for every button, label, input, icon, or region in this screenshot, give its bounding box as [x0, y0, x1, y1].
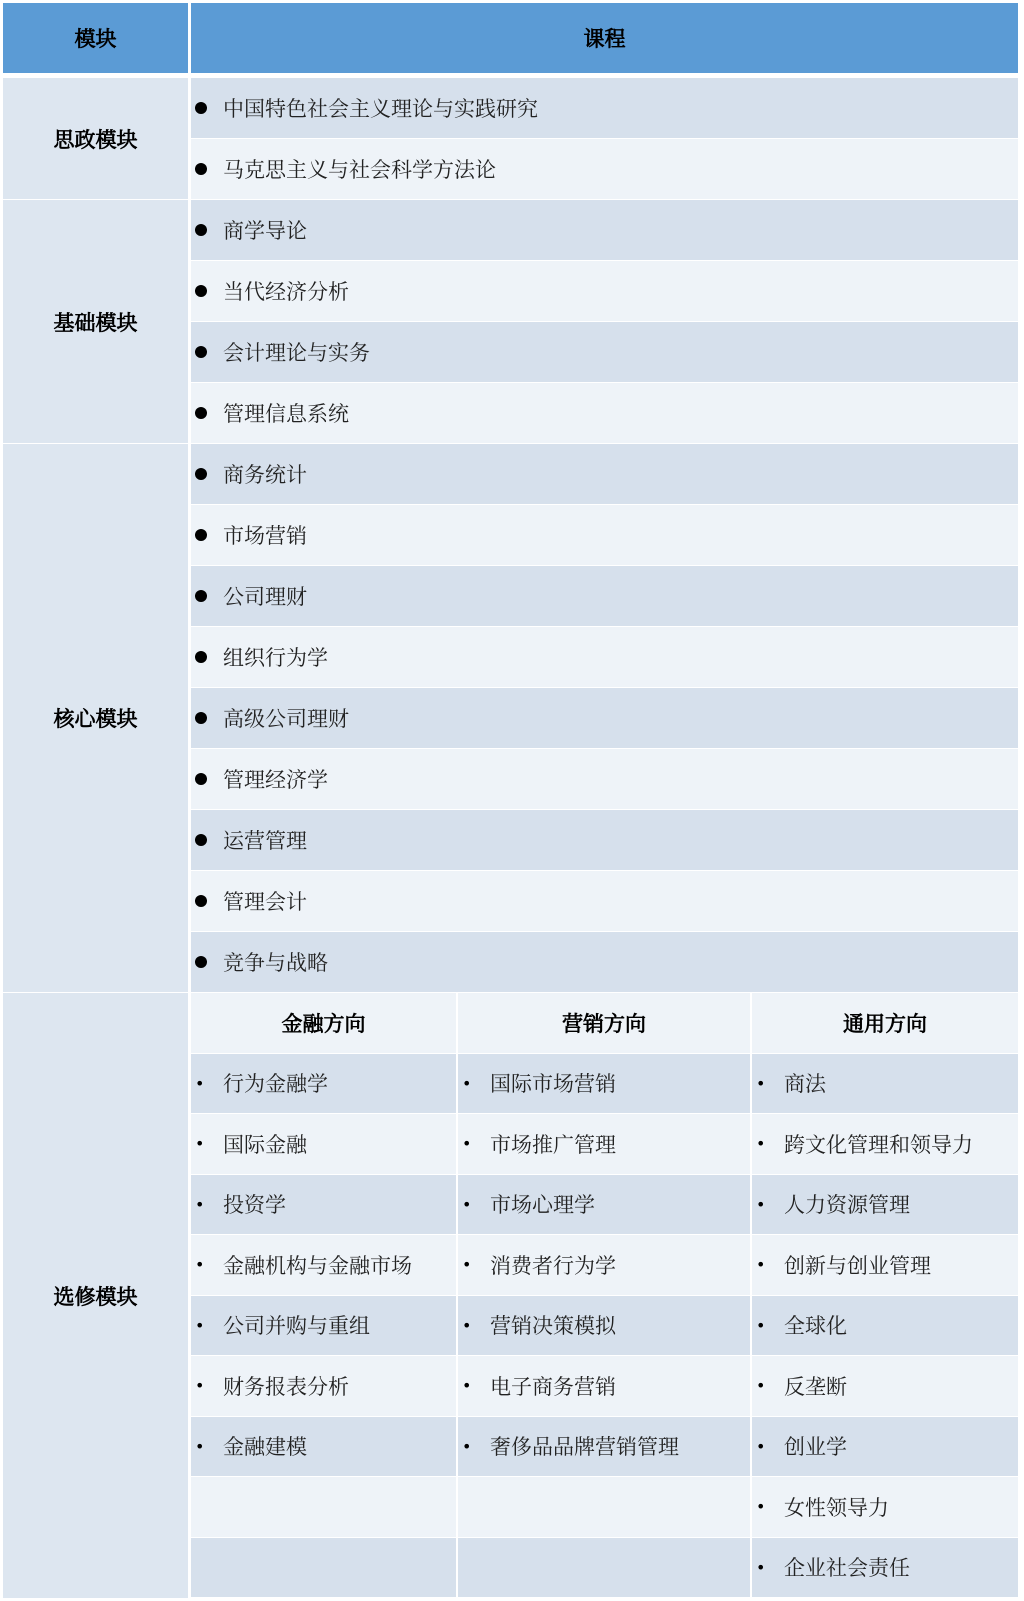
- bullet-icon: •: [756, 1376, 766, 1396]
- course-name: 管理经济学: [223, 768, 328, 792]
- course-name: 消费者行为学: [490, 1253, 616, 1278]
- elective-course-cell: [752, 1538, 1018, 1598]
- column-title-label: 通用方向: [843, 1011, 927, 1036]
- elective-course-cell: [752, 1235, 1018, 1295]
- course-name: 市场心理学: [490, 1193, 595, 1218]
- module-name: 核心模块: [53, 707, 138, 731]
- course-row: [191, 810, 1018, 870]
- course-name: 运营管理: [223, 829, 307, 853]
- bullet-icon: •: [462, 1194, 472, 1214]
- elective-course-cell: [752, 1477, 1018, 1537]
- bullet-icon: •: [195, 1073, 205, 1093]
- course-name: 全球化: [784, 1314, 847, 1339]
- elective-course-cell: [191, 1054, 456, 1114]
- elective-course-cell: [191, 1538, 456, 1598]
- bullet-icon: [195, 651, 207, 663]
- course-name: 组织行为学: [223, 646, 328, 670]
- module-name: 思政模块: [53, 127, 138, 152]
- course-name: 财务报表分析: [223, 1374, 349, 1399]
- elective-course-cell: [191, 1477, 456, 1537]
- course-name: 金融机构与金融市场: [223, 1253, 412, 1278]
- course-name: 奢侈品品牌营销管理: [490, 1435, 679, 1460]
- elective-course-cell: [752, 1296, 1018, 1356]
- bullet-icon: •: [462, 1255, 472, 1275]
- bullet-icon: •: [195, 1315, 205, 1335]
- module-name: 基础模块: [53, 310, 138, 335]
- header-module: [3, 3, 188, 73]
- course-name: 投资学: [223, 1193, 286, 1218]
- elective-course-cell: [191, 1296, 456, 1356]
- course-row: [191, 505, 1018, 565]
- course-row: [191, 566, 1018, 626]
- elective-course-cell: [458, 1175, 750, 1235]
- bullet-icon: •: [195, 1255, 205, 1275]
- course-name: 行为金融学: [223, 1072, 328, 1097]
- header-module-label: 模块: [74, 27, 117, 51]
- bullet-icon: [195, 407, 207, 419]
- course-name: 管理会计: [223, 890, 307, 914]
- bullet-icon: [195, 529, 207, 541]
- module-name-cell: [3, 993, 188, 1598]
- bullet-icon: [195, 346, 207, 358]
- elective-course-cell: [191, 1114, 456, 1174]
- course-name: 市场营销: [223, 524, 307, 548]
- bullet-icon: •: [462, 1073, 472, 1093]
- elective-course-cell: [458, 1114, 750, 1174]
- elective-course-cell: [752, 1417, 1018, 1477]
- elective-course-cell: [458, 1054, 750, 1114]
- course-name: 跨文化管理和领导力: [784, 1132, 973, 1157]
- course-name: 马克思主义与社会科学方法论: [223, 158, 496, 182]
- bullet-icon: [195, 590, 207, 602]
- bullet-icon: •: [756, 1315, 766, 1335]
- course-name: 公司并购与重组: [223, 1314, 370, 1339]
- bullet-icon: [195, 163, 207, 175]
- elective-course-cell: [191, 1417, 456, 1477]
- course-row: [191, 932, 1018, 992]
- bullet-icon: [195, 956, 207, 968]
- course-name: 市场推广管理: [490, 1132, 616, 1157]
- bullet-icon: •: [195, 1436, 205, 1456]
- course-name: 商法: [784, 1072, 826, 1097]
- course-row: [191, 200, 1018, 260]
- elective-course-cell: [458, 1417, 750, 1477]
- bullet-icon: [195, 102, 207, 114]
- course-name: 高级公司理财: [223, 707, 349, 731]
- module-name: 选修模块: [53, 1284, 138, 1309]
- bullet-icon: •: [462, 1436, 472, 1456]
- bullet-icon: [195, 773, 207, 785]
- course-name: 创新与创业管理: [784, 1253, 931, 1278]
- course-row: [191, 261, 1018, 321]
- elective-course-cell: [191, 1356, 456, 1416]
- bullet-icon: •: [756, 1497, 766, 1517]
- elective-course-cell: [458, 1356, 750, 1416]
- course-row: [191, 871, 1018, 931]
- course-row: [191, 627, 1018, 687]
- elective-course-cell: [752, 1356, 1018, 1416]
- course-name: 公司理财: [223, 585, 307, 609]
- elective-course-cell: [191, 1235, 456, 1295]
- bullet-icon: •: [195, 1134, 205, 1154]
- course-name: 中国特色社会主义理论与实践研究: [223, 97, 538, 121]
- bullet-icon: •: [756, 1134, 766, 1154]
- module-name-cell: [3, 200, 188, 443]
- course-row: [191, 383, 1018, 443]
- module-name-cell: [3, 444, 188, 992]
- course-name: 企业社会责任: [784, 1556, 910, 1581]
- elective-column-title: [458, 993, 750, 1053]
- course-row: [191, 78, 1018, 138]
- course-row: [191, 322, 1018, 382]
- elective-course-cell: [752, 1114, 1018, 1174]
- course-name: 人力资源管理: [784, 1193, 910, 1218]
- bullet-icon: •: [195, 1376, 205, 1396]
- header-course-label: 课程: [583, 27, 626, 51]
- course-name: 竞争与战略: [223, 951, 328, 975]
- elective-course-cell: [458, 1235, 750, 1295]
- bullet-icon: •: [195, 1194, 205, 1214]
- bullet-icon: •: [756, 1255, 766, 1275]
- bullet-icon: •: [462, 1315, 472, 1335]
- course-row: [191, 749, 1018, 809]
- bullet-icon: [195, 285, 207, 297]
- elective-column-title: [752, 993, 1018, 1053]
- course-name: 商学导论: [223, 219, 307, 243]
- module-name-cell: [3, 78, 188, 199]
- course-row: [191, 444, 1018, 504]
- elective-column-title: [191, 993, 456, 1053]
- bullet-icon: [195, 895, 207, 907]
- course-name: 会计理论与实务: [223, 341, 370, 365]
- course-name: 营销决策模拟: [490, 1314, 616, 1339]
- bullet-icon: [195, 468, 207, 480]
- bullet-icon: •: [756, 1073, 766, 1093]
- bullet-icon: •: [462, 1376, 472, 1396]
- bullet-icon: •: [462, 1134, 472, 1154]
- course-name: 当代经济分析: [223, 280, 349, 304]
- course-name: 金融建模: [223, 1435, 307, 1460]
- course-row: [191, 139, 1018, 199]
- elective-course-cell: [191, 1175, 456, 1235]
- bullet-icon: [195, 712, 207, 724]
- header-course: [191, 3, 1018, 73]
- bullet-icon: [195, 224, 207, 236]
- course-name: 创业学: [784, 1435, 847, 1460]
- course-name: 管理信息系统: [223, 402, 349, 426]
- course-name: 反垄断: [784, 1374, 847, 1399]
- bullet-icon: [195, 834, 207, 846]
- column-title-label: 营销方向: [562, 1011, 646, 1036]
- elective-course-cell: [458, 1296, 750, 1356]
- elective-course-cell: [458, 1477, 750, 1537]
- course-name: 国际市场营销: [490, 1072, 616, 1097]
- course-name: 女性领导力: [784, 1495, 889, 1520]
- course-name: 电子商务营销: [490, 1374, 616, 1399]
- elective-course-cell: [458, 1538, 750, 1598]
- bullet-icon: •: [756, 1557, 766, 1577]
- course-name: 国际金融: [223, 1132, 307, 1157]
- elective-course-cell: [752, 1175, 1018, 1235]
- bullet-icon: •: [756, 1194, 766, 1214]
- course-name: 商务统计: [223, 463, 307, 487]
- column-title-label: 金融方向: [281, 1011, 366, 1036]
- bullet-icon: •: [756, 1436, 766, 1456]
- course-row: [191, 688, 1018, 748]
- elective-course-cell: [752, 1054, 1018, 1114]
